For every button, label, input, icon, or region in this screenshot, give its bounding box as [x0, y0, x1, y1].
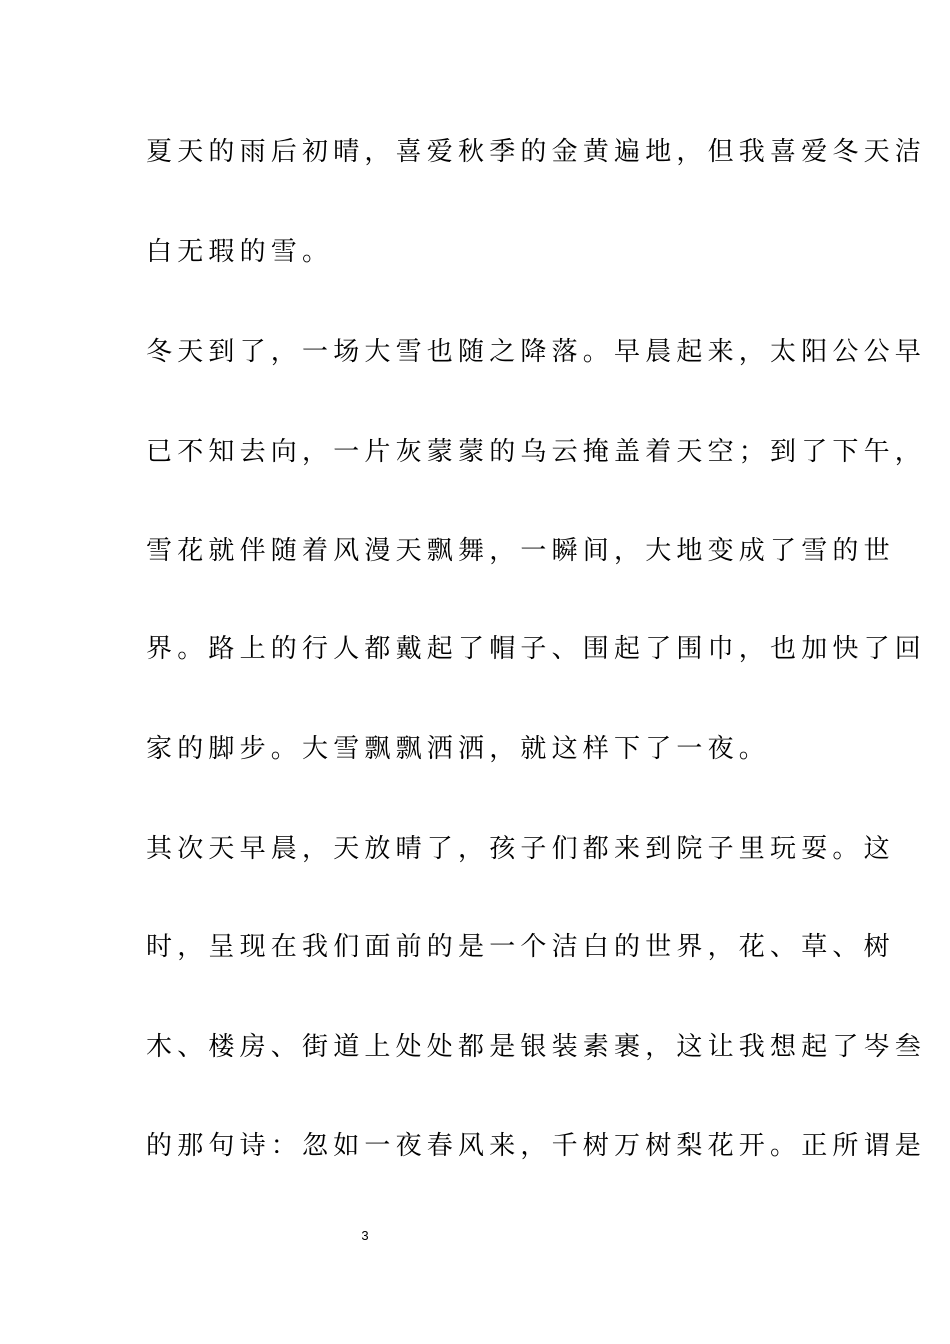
text-line: 木、楼房、街道上处处都是银装素裹，这让我想起了岑叁 — [146, 1032, 927, 1062]
text-line: 其次天早晨，天放晴了，孩子们都来到院子里玩耍。这 — [146, 834, 895, 864]
text-line: 夏天的雨后初晴，喜爱秋季的金黄遍地，但我喜爱冬天洁 — [146, 137, 927, 167]
text-line: 冬天到了，一场大雪也随之降落。早晨起来，太阳公公早 — [146, 337, 927, 367]
text-line: 的那句诗：忽如一夜春风来，千树万树梨花开。正所谓是 — [146, 1131, 927, 1161]
text-line: 界。路上的行人都戴起了帽子、围起了围巾，也加快了回 — [146, 634, 927, 664]
text-line: 已不知去向，一片灰蒙蒙的乌云掩盖着天空；到了下午， — [146, 437, 927, 467]
page-number: 3 — [361, 1228, 369, 1243]
text-line: 时，呈现在我们面前的是一个洁白的世界，花、草、树 — [146, 932, 895, 962]
text-line: 雪花就伴随着风漫天飘舞，一瞬间，大地变成了雪的世 — [146, 536, 895, 566]
text-line: 家的脚步。大雪飘飘洒洒，就这样下了一夜。 — [146, 734, 771, 764]
text-line: 白无瑕的雪。 — [146, 237, 334, 267]
